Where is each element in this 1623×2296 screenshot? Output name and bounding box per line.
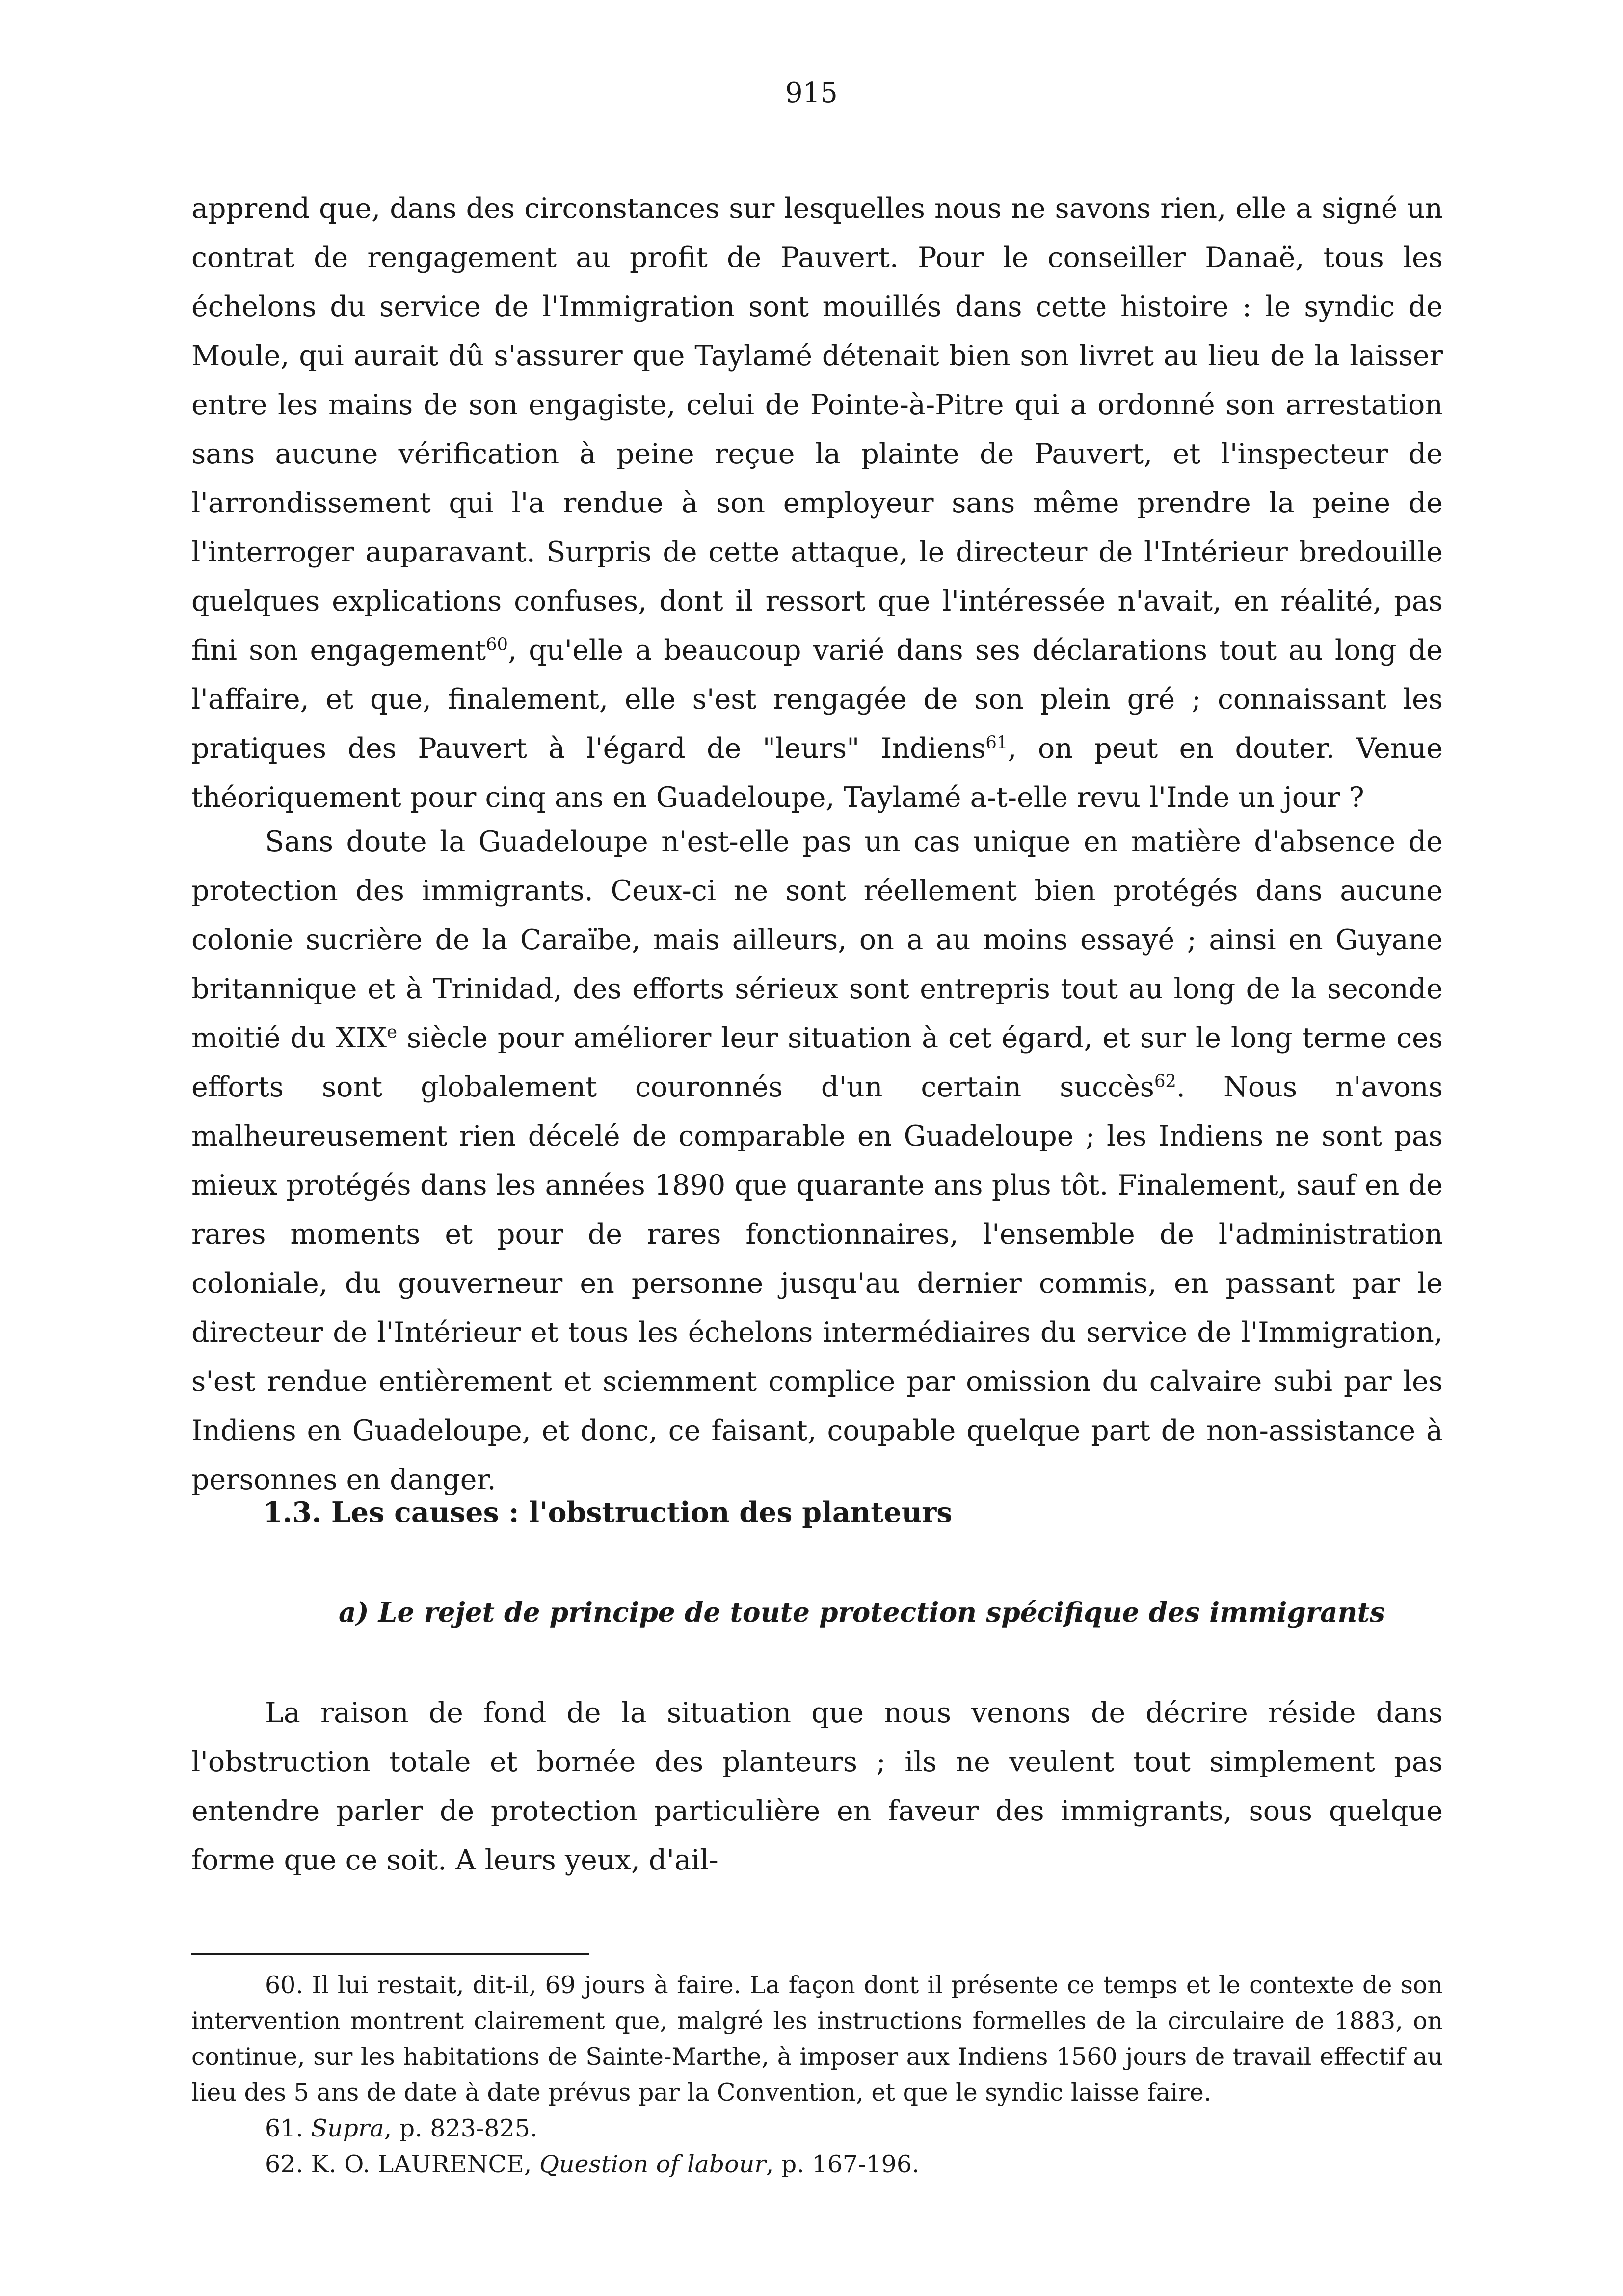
footnote-separator xyxy=(191,1953,589,1955)
paragraph-text: Sans doute la Guadeloupe n'est-elle pas un cas unique en matière d'absence de protection des immigrants. Ceux-ci ne sont réellement bien protégés dans aucune colonie sucrière de la Caraïbe, mais ailleurs, on a au moins essayé ; ainsi en Guyane britannique et à Trinidad, des efforts sérieux sont entrepris tout au long de la seconde moitié du XIX xyxy=(191,826,1443,1054)
body-paragraph-1 xyxy=(191,184,1443,822)
paragraph-text: , qu'elle a beaucoup varié dans ses déclarations tout au long de l'affaire, et que, finalement, elle s'est rengagée de son plein gré ; connaissant les pratiques des Pauvert à l'égard de "leurs" Indiens xyxy=(191,634,1443,765)
footnote-61 xyxy=(191,2110,1443,2146)
body-paragraph-2 xyxy=(191,817,1443,1504)
footnote-italic-term: Supra xyxy=(311,2114,384,2142)
body-paragraph-3: La raison de fond de la situation que nous venons de décrire réside dans l'obstruction totale et bornée des planteurs ; ils ne veulent tout simplement pas entendre parler de protection particulière en faveur des immigrants, sous quelque forme que ce soit. A leurs yeux, d'ail- xyxy=(191,1697,1443,1876)
footnote-reference-62[interactable]: 62 xyxy=(1154,1071,1176,1092)
footnote-author: 62. K. O. LAURENCE, xyxy=(265,2150,539,2178)
footnote-text: , p. 823-825. xyxy=(384,2114,538,2142)
footnote-reference-61[interactable]: 61 xyxy=(985,732,1008,753)
footnote-text: , p. 167-196. xyxy=(766,2150,920,2178)
section-heading: 1.3. Les causes : l'obstruction des planteurs xyxy=(263,1496,953,1529)
page-number: 915 xyxy=(785,77,838,109)
footnote-62 xyxy=(191,2146,1443,2182)
paragraph-text: , on peut en douter. Venue théoriquement pour cinq ans en Guadeloupe, Taylamé a-t-elle revu l'Inde un jour ? xyxy=(191,732,1443,814)
footnote-reference-60[interactable]: 60 xyxy=(486,634,508,655)
paragraph-text: apprend que, dans des circonstances sur lesquelles nous ne savons rien, elle a signé un contrat de rengagement au profit de Pauvert. Pour le conseiller Danaë, tous les échelons du service de l'Immigration sont mouillés dans cette histoire : le syndic de Moule, qui aurait dû s'assurer que Taylamé détenait bien son livret au lieu de la laisser entre les mains de son engagiste, celui de Pointe-à-Pitre qui a ordonné son arrestation sans aucune vérification à peine reçue la plainte de Pauvert, et l'inspecteur de l'arrondissement qui l'a rendue à son employeur sans même prendre la peine de l'interroger auparavant. Surpris de cette attaque, le directeur de l'Intérieur bredouille quelques explications confuses, dont il ressort que l'intéressée n'avait, en réalité, pas fini son engagement xyxy=(191,192,1443,667)
century-superscript: e xyxy=(387,1022,398,1042)
paragraph-text: . Nous n'avons malheureusement rien décelé de comparable en Guadeloupe ; les Indiens ne sont pas mieux protégés dans les années 1890 que quarante ans plus tôt. Finalement, sauf en de rares moments et pour de rares fonctionnaires, l'ensemble de l'administration coloniale, du gouverneur en personne jusqu'au dernier commis, en passant par le directeur de l'Intérieur et tous les échelons intermédiaires du service de l'Immigration, s'est rendue entièrement et sciemment complice par omission du calvaire subi par les Indiens en Guadeloupe, et donc, ce faisant, coupable quelque part de non-assistance à personnes en danger. xyxy=(191,1071,1443,1496)
footnote-number: 61. xyxy=(265,2114,311,2142)
footnote-book-title: Question of labour xyxy=(539,2150,766,2178)
paragraph-text: siècle pour améliorer leur situation à cet égard, et sur le long terme ces efforts sont globalement couronnés d'un certain succès xyxy=(191,1022,1443,1103)
footnote-60: 60. Il lui restait, dit-il, 69 jours à faire. La façon dont il présente ce temps et le contexte de son intervention montrent clairement que, malgré les instructions formelles de la circulaire de 1883, on continue, sur les habitations de Sainte-Marthe, à imposer aux Indiens 1560 jours de travail effectif au lieu des 5 ans de date à date prévus par la Convention, et que le syndic laisse faire. xyxy=(191,1971,1443,2107)
subsection-heading: a) Le rejet de principe de toute protection spécifique des immigrants xyxy=(339,1596,1385,1628)
